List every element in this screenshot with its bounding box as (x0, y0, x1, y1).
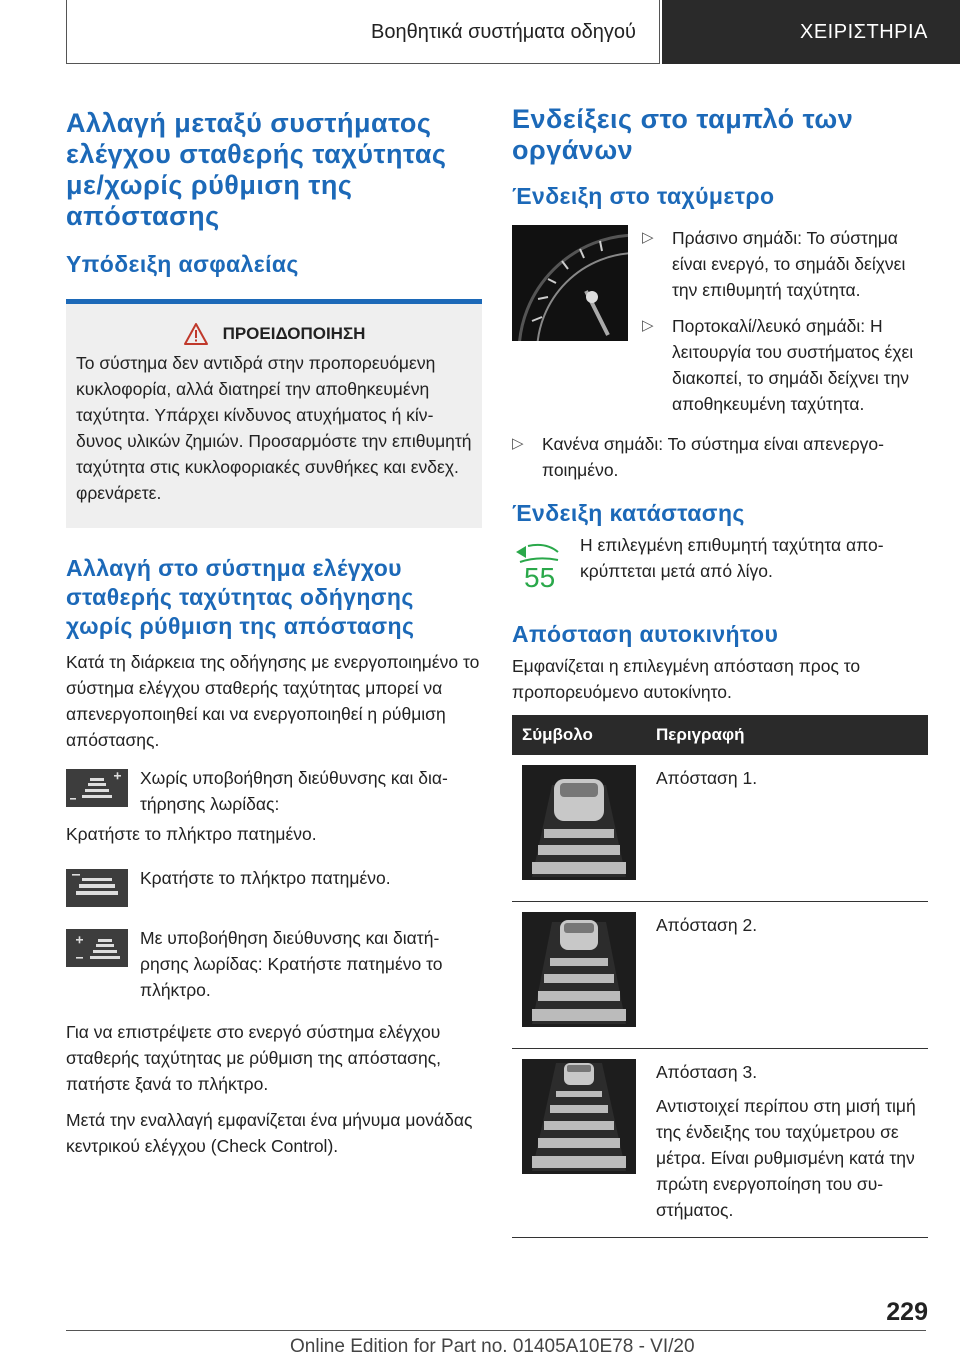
warning-box (66, 299, 482, 528)
status-text: Η επιλεγμένη επιθυμητή ταχύτητα αποκρύπτεται μετά από λίγο. (580, 535, 884, 581)
column-header-symbol: Σύμβολο (512, 715, 646, 755)
speedo-heading: Ένδειξη στο ταχύμετρο (512, 183, 775, 209)
button-item-1-text: Χωρίς υποβοήθηση διεύθυνσης και διατήρησης λωρίδας: (140, 768, 448, 814)
distance-2-car-icon (522, 912, 636, 1027)
status-speed-value: 55 (524, 562, 556, 593)
list-item (512, 431, 928, 483)
section-title: Αλλαγή μεταξύ συστήματος ελέγχου σταθερής ταχύτητας με/χωρίς ρύθμιση της απόστασης (66, 108, 447, 231)
symbol-cell (512, 755, 646, 902)
status-heading: Ένδειξη κατάστασης (512, 500, 745, 526)
distance-heading: Απόσταση αυτοκινήτου (512, 621, 779, 647)
speedo-block (512, 225, 928, 427)
warning-triangle-icon (183, 322, 209, 346)
button-item-3-text: Με υποβοήθηση διεύθυνσης και διατήρησης λωρίδας: Κρατήστε πατημένο το πλήκτρο. (140, 928, 443, 1000)
symbol-cell (512, 1049, 646, 1238)
button-item-1-action: Κρατήστε το πλήκτρο πατημένο. (66, 824, 317, 844)
subsection-title: Αλλαγή στο σύστημα ελέγχου σταθερής ταχύτητας οδήγησης χωρίς ρύθμιση της απόστασης (66, 555, 415, 639)
description-cell (646, 902, 928, 1049)
warning-text: Το σύστημα δεν αντιδρά στην προπορευόμενη κυκλοφορία, αλλά διατηρεί την αποθηκευμένη ταχύτητα. Υπάρχει κίνδυνος ατυχήματος ή κίνδυνος υλικών ζημιών. Προσαρμόστε την επιθυμητή ταχύτητα στις κυκλοφοριακές συνθήκες και ενδεχ. φρενάρετε. (76, 353, 472, 503)
lane-keep-plus-icon (66, 769, 128, 807)
table-header-row (512, 715, 928, 755)
status-speed-icon (512, 538, 564, 598)
list-item (642, 313, 928, 417)
triangle-marker-icon: ▷ (512, 435, 524, 452)
row-description: Απόσταση 2. (656, 915, 758, 935)
distance-table (512, 715, 928, 1238)
safety-heading: Υπόδειξη ασφαλείας (66, 251, 299, 277)
button-item-2 (66, 869, 482, 907)
distance-3-car-icon (522, 1059, 636, 1174)
row-description: Απόσταση 3. (656, 1062, 758, 1082)
table-row (512, 902, 928, 1049)
footer-edition: Online Edition for Part no. 01405A10E78 - VI/20 (290, 1336, 695, 1357)
header-section: Βοηθητικά συστήματα οδηγού (371, 20, 636, 43)
intro-text: Κατά τη διάρκεια της οδήγησης με ενεργοποιημένο το σύστημα ελέγχου σταθερής ταχύτητας μπορεί να απενεργοποιηθεί και να ενεργοποιηθεί η ρύθμιση απόστασης. (66, 652, 480, 750)
description-cell (646, 1049, 928, 1238)
bullet-text: Πράσινο σημάδι: Το σύστημα είναι ενεργό, το σημάδι δείχνει την επιθυμητή ταχύτητα. (672, 228, 906, 300)
speedometer-image (512, 225, 628, 341)
distance-text: Εμφανίζεται η επιλεγμένη απόσταση προς το προπορευόμενο αυτοκίνητο. (512, 656, 861, 702)
row-extra: Αντιστοιχεί περίπου στη μισή τιμή της ένδειξης του ταχύμετρου σε μέτρα. Είναι ρυθμισμένη κατά την πρώτη ενεργοποίηση του συστήματος. (656, 1096, 916, 1220)
footer-divider (66, 1330, 926, 1331)
distance-minus-icon (66, 869, 128, 907)
column-header-description: Περιγραφή (646, 715, 928, 755)
bullet-text: Κανένα σημάδι: Το σύστημα είναι απενεργοποιημένο. (542, 434, 884, 480)
button-item-2-text: Κρατήστε το πλήκτρο πατημένο. (140, 868, 391, 888)
after-text: Μετά την εναλλαγή εμφανίζεται ένα μήνυμα μονάδας κεντρικού ελέγχου (Check Control). (66, 1110, 473, 1156)
bullet-text: Πορτοκαλί/λευκό σημάδι: Η λειτουργία του συστήματος έχει διακοπεί, το σημάδι δείχνει την αποθηκευμένη ταχύτητα. (672, 316, 914, 414)
warning-title: ΠΡΟΕΙΔΟΠΟΙΗΣΗ (222, 324, 366, 343)
lane-keep-plus-minus-icon (66, 929, 128, 967)
speedo-bullets (642, 225, 928, 427)
table-row (512, 755, 928, 902)
page-number: 229 (886, 1298, 928, 1326)
triangle-marker-icon: ▷ (642, 317, 654, 334)
button-item-3 (66, 929, 482, 1003)
button-item-1 (66, 769, 482, 817)
indicators-title: Ενδείξεις στο ταμπλό των οργάνων (512, 104, 854, 165)
status-block (512, 535, 928, 598)
symbol-cell (512, 902, 646, 1049)
list-item (642, 225, 928, 303)
description-cell (646, 755, 928, 902)
triangle-marker-icon: ▷ (642, 229, 654, 246)
row-description: Απόσταση 1. (656, 768, 758, 788)
left-column (66, 100, 482, 1159)
right-column (512, 100, 928, 1238)
return-text: Για να επιστρέψετε στο ενεργό σύστημα ελέγχου σταθερής ταχύτητας με ρύθμιση της απόστασης, πατήστε ξανά το πλήκτρο. (66, 1022, 442, 1094)
speedo-bullets-full (512, 431, 928, 483)
warning-header (76, 322, 472, 346)
header-chapter: ΧΕΙΡΙΣΤΗΡΙΑ (662, 0, 960, 64)
distance-1-car-icon (522, 765, 636, 880)
table-row (512, 1049, 928, 1238)
